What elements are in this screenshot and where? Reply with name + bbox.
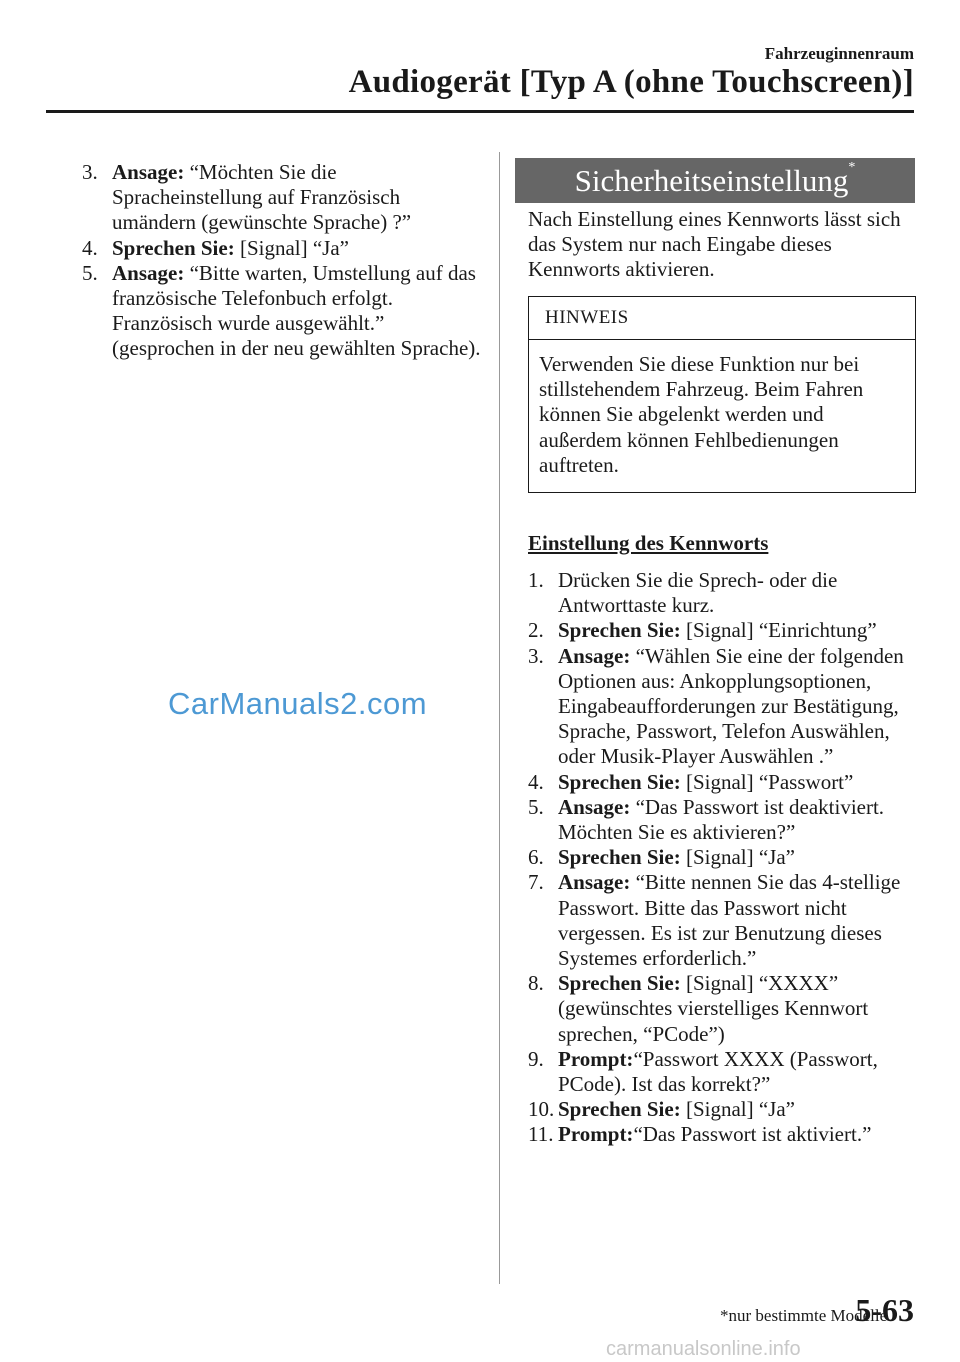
left-step [82,261,487,362]
footer-watermark: carmanualsonline.info [606,1338,801,1360]
step-number: 2. [528,618,544,643]
step-number: 3. [528,643,544,668]
step-number: 4. [82,235,98,260]
right-column [528,568,916,1148]
section-heading [515,158,915,203]
page-number: 5-63 [855,1292,914,1328]
step-text: “Wählen Sie eine der folgenden Optionen aus: Ankopplungsoptionen, Eingabeaufforderungen zur Bestätigung, Sprache, Passwort, Telefon Auswählen, oder Musik-Player Auswählen .” [558,643,904,769]
step-text: [Signal] “Ja” [680,1097,795,1122]
left-column [82,160,487,362]
right-step [528,845,916,870]
step-text: “Passwort XXXX (Passwort, PCode). Ist das korrekt?” [558,1046,878,1097]
left-step [82,236,487,261]
step-keyword: Sprechen Sie: [558,618,681,643]
step-text: [Signal] “Einrichtung” [680,618,877,643]
step-keyword: Sprechen Sie: [558,769,681,794]
step-keyword: Ansage: [558,643,631,668]
step-keyword: Prompt: [558,1122,634,1147]
step-number: 1. [528,568,544,592]
step-text: “Bitte nennen Sie das 4-stellige Passwort. Bitte das Passwort nicht vergessen. Es ist zur Benutzung dieses Systemes erforderlich.” [558,870,901,971]
right-step [528,1097,916,1122]
subheading: Einstellung des Kennworts [528,531,769,555]
step-number: 11. [528,1122,554,1147]
header-section: Fahrzeuginnenraum [764,44,914,63]
right-step [528,770,916,795]
header-rule [46,110,914,113]
step-keyword: Ansage: [112,260,185,285]
step-text: “Das Passwort ist deaktiviert. Möchten Sie es aktivieren?” [558,794,885,845]
section-intro: Nach Einstellung eines Kennworts lässt sich das System nur nach Eingabe dieses Kennworts aktivieren. [528,207,901,282]
step-text: [Signal] “Passwort” [680,769,854,794]
step-number: 5. [82,260,98,285]
right-step [528,971,916,1047]
step-keyword: Prompt: [558,1046,634,1071]
step-keyword: Ansage: [558,794,631,819]
column-divider [499,152,500,1284]
step-number: 4. [528,769,544,794]
right-step [528,795,916,845]
note-body: Verwenden Sie diese Funktion nur bei stillstehendem Fahrzeug. Beim Fahren können Sie abgelenkt werden und außerdem können Fehlbedienungen auftreten. [539,352,864,477]
step-number: 10. [528,1097,555,1122]
left-step [82,160,487,236]
right-step [528,644,916,770]
right-step [528,870,916,971]
step-text: “Das Passwort ist aktiviert.” [633,1122,872,1147]
right-step [528,1122,916,1147]
note-box [528,296,916,493]
step-keyword: Sprechen Sie: [112,235,235,260]
step-text: [Signal] “Ja” [234,235,349,260]
watermark: CarManuals2.com [168,686,428,721]
step-number: 6. [528,845,544,870]
step-number: 7. [528,870,544,895]
step-number: 9. [528,1046,544,1071]
step-number: 3. [82,160,98,184]
step-keyword: Sprechen Sie: [558,845,681,870]
step-text: Drücken Sie die Sprech- oder die Antworttaste kurz. [558,568,838,618]
section-heading-text: Sicherheitseinstellung [574,163,849,198]
footnote-mark: * [848,160,856,175]
right-step [528,568,916,618]
step-text: [Signal] “XXXX” (gewünschtes vierstelliges Kennwort sprechen, “PCode”) [558,971,869,1046]
step-keyword: Ansage: [558,870,631,895]
right-step [528,1047,916,1097]
footnote: *nur bestimmte Modelle [720,1306,888,1325]
step-keyword: Ansage: [112,160,185,184]
step-number: 5. [528,794,544,819]
step-text: “Bitte warten, Umstellung auf das französische Telefonbuch erfolgt. Französisch wurde ausgewählt.” (gesprochen in der neu gewählten Sprache). [112,260,481,361]
step-keyword: Sprechen Sie: [558,1097,681,1122]
step-text: [Signal] “Ja” [680,845,795,870]
step-keyword: Sprechen Sie: [558,971,681,996]
note-title: HINWEIS [529,297,915,340]
right-step [528,618,916,643]
step-number: 8. [528,971,544,996]
page-title: Audiogerät [Typ A (ohne Touchscreen)] [348,64,914,100]
step-text: “Möchten Sie die Spracheinstellung auf Französisch umändern (gewünschte Sprache) ?” [112,160,412,235]
